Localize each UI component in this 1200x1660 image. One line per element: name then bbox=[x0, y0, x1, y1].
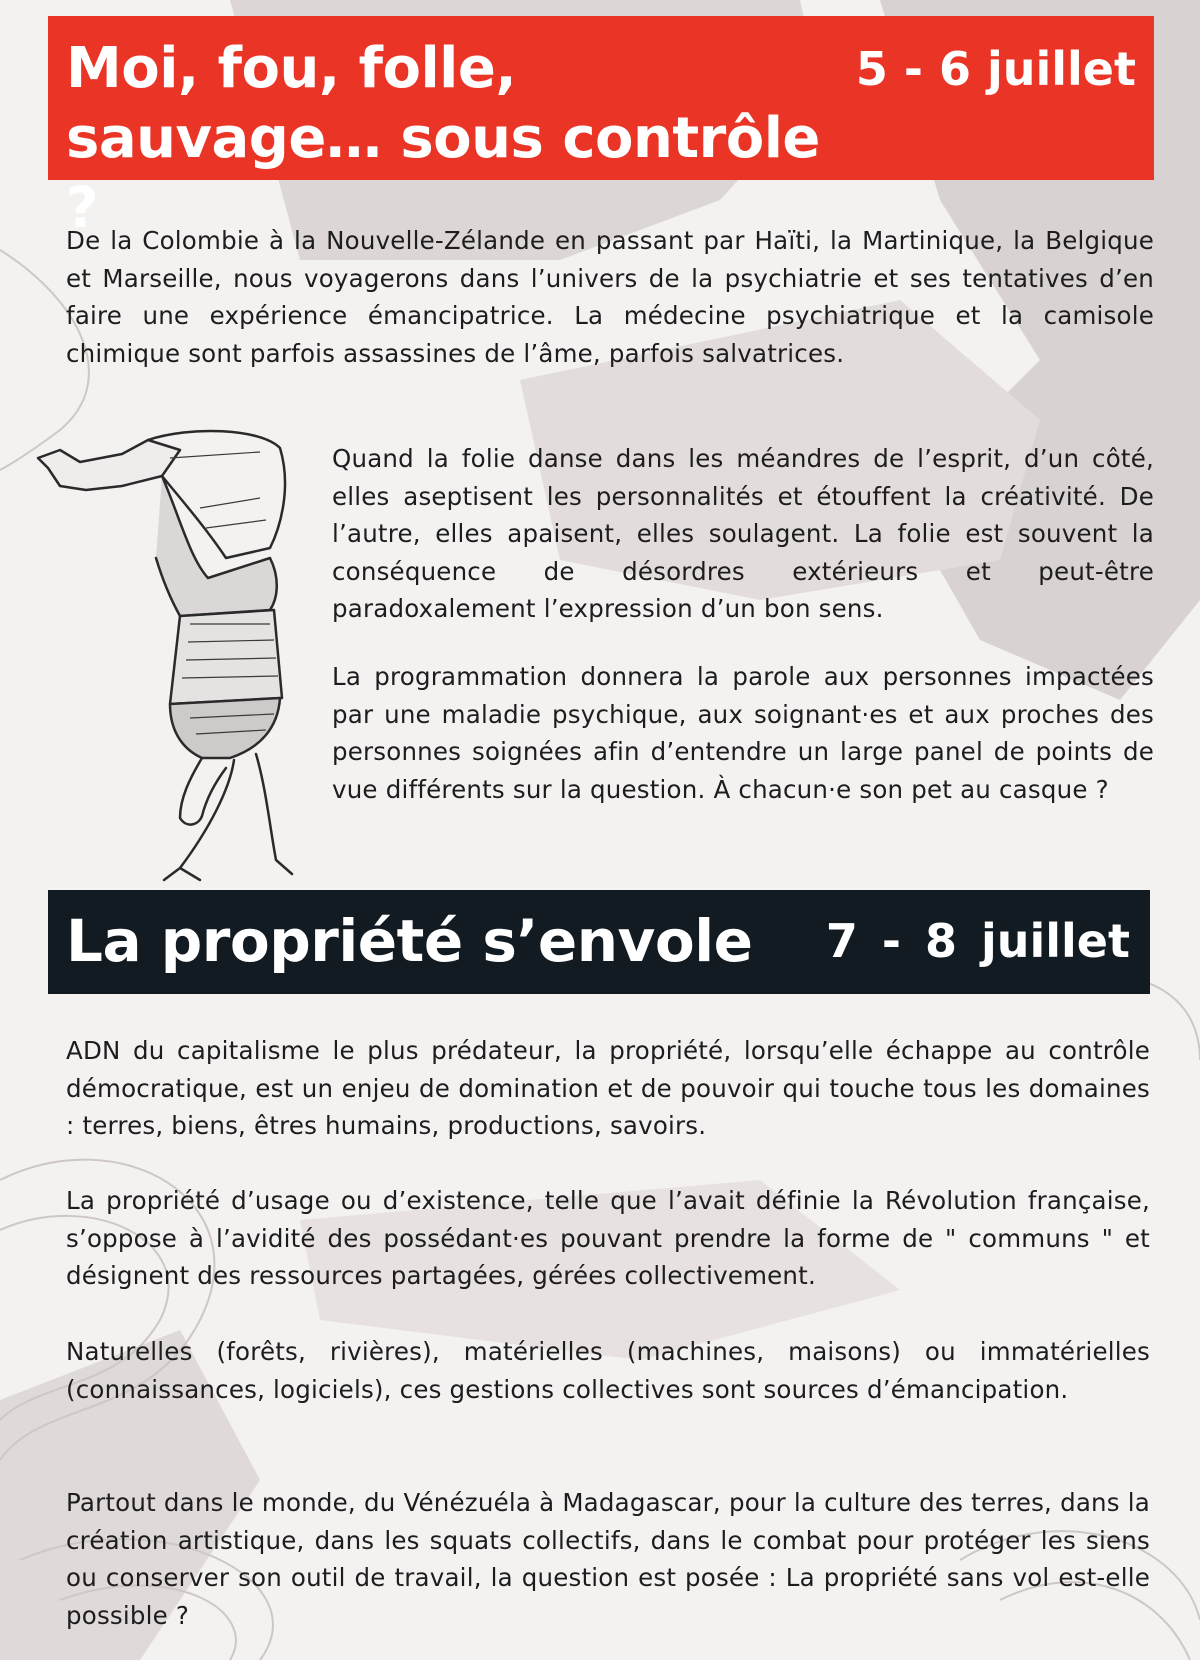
section2-banner bbox=[48, 890, 1150, 994]
section1-intro: De la Colombie à la Nouvelle-Zélande en passant par Haïti, la Martinique, la Belgique et Marseille, nous voyagerons dans l’univers de la psychiatrie et ses tentatives d’en faire une expérience émancipatrice. La médecine psychiatrique et la camisole chimique sont parfois assassines de l’âme, parfois salvatrices. bbox=[66, 226, 1154, 368]
section1-title: Moi, fou, folle, sauvage… sous contrôle ? bbox=[66, 36, 820, 241]
handstand-figure-illustration bbox=[30, 428, 330, 888]
section2-paragraph1: ADN du capitalisme le plus prédateur, la propriété, lorsqu’elle échappe au contrôle démocratique, est un enjeu de domination et de pouvoir qui touche tous les domaines : terres, biens, êtres humains, productions, savoirs. bbox=[66, 1036, 1150, 1140]
section1-paragraph3: La programmation donnera la parole aux personnes impactées par une maladie psychique, aux soignant·es et aux proches des personnes soignées afin d’entendre un large panel de points de vue différents sur la question. À chacun·e son pet au casque ? bbox=[332, 662, 1154, 804]
section2-paragraph3: Naturelles (forêts, rivières), matérielles (machines, maisons) ou immatérielles (connaissances, logiciels), ces gestions collectives sont sources d’émancipation. bbox=[66, 1337, 1150, 1404]
section2-paragraph4: Partout dans le monde, du Vénézuéla à Madagascar, pour la culture des terres, dans la création artistique, dans les squats collectifs, dans le combat pour protéger les siens ou conserver son outil de travail, la question est posée : La propriété sans vol est-elle possible ? bbox=[66, 1488, 1150, 1630]
section1-date: 5 - 6 juillet bbox=[855, 42, 1136, 96]
section2-date: 7 - 8 juillet bbox=[825, 914, 1130, 968]
section2-paragraph2: La propriété d’usage ou d’existence, telle que l’avait définie la Révolution française, s’oppose à l’avidité des possédant·es pouvant prendre la forme de " communs " et désignent des ressources partagées, gérées collectivement. bbox=[66, 1186, 1150, 1290]
section2-title: La propriété s’envole bbox=[66, 907, 753, 975]
section1-banner bbox=[48, 16, 1154, 241]
section1-paragraph2: Quand la folie danse dans les méandres de l’esprit, d’un côté, elles aseptisent les personnalités et étouffent la créativité. De l’autre, elles apaisent, elles soulagent. La folie est souvent la conséquence de désordres extérieurs et peut-être paradoxalement l’expression d’un bon sens. bbox=[332, 444, 1154, 623]
